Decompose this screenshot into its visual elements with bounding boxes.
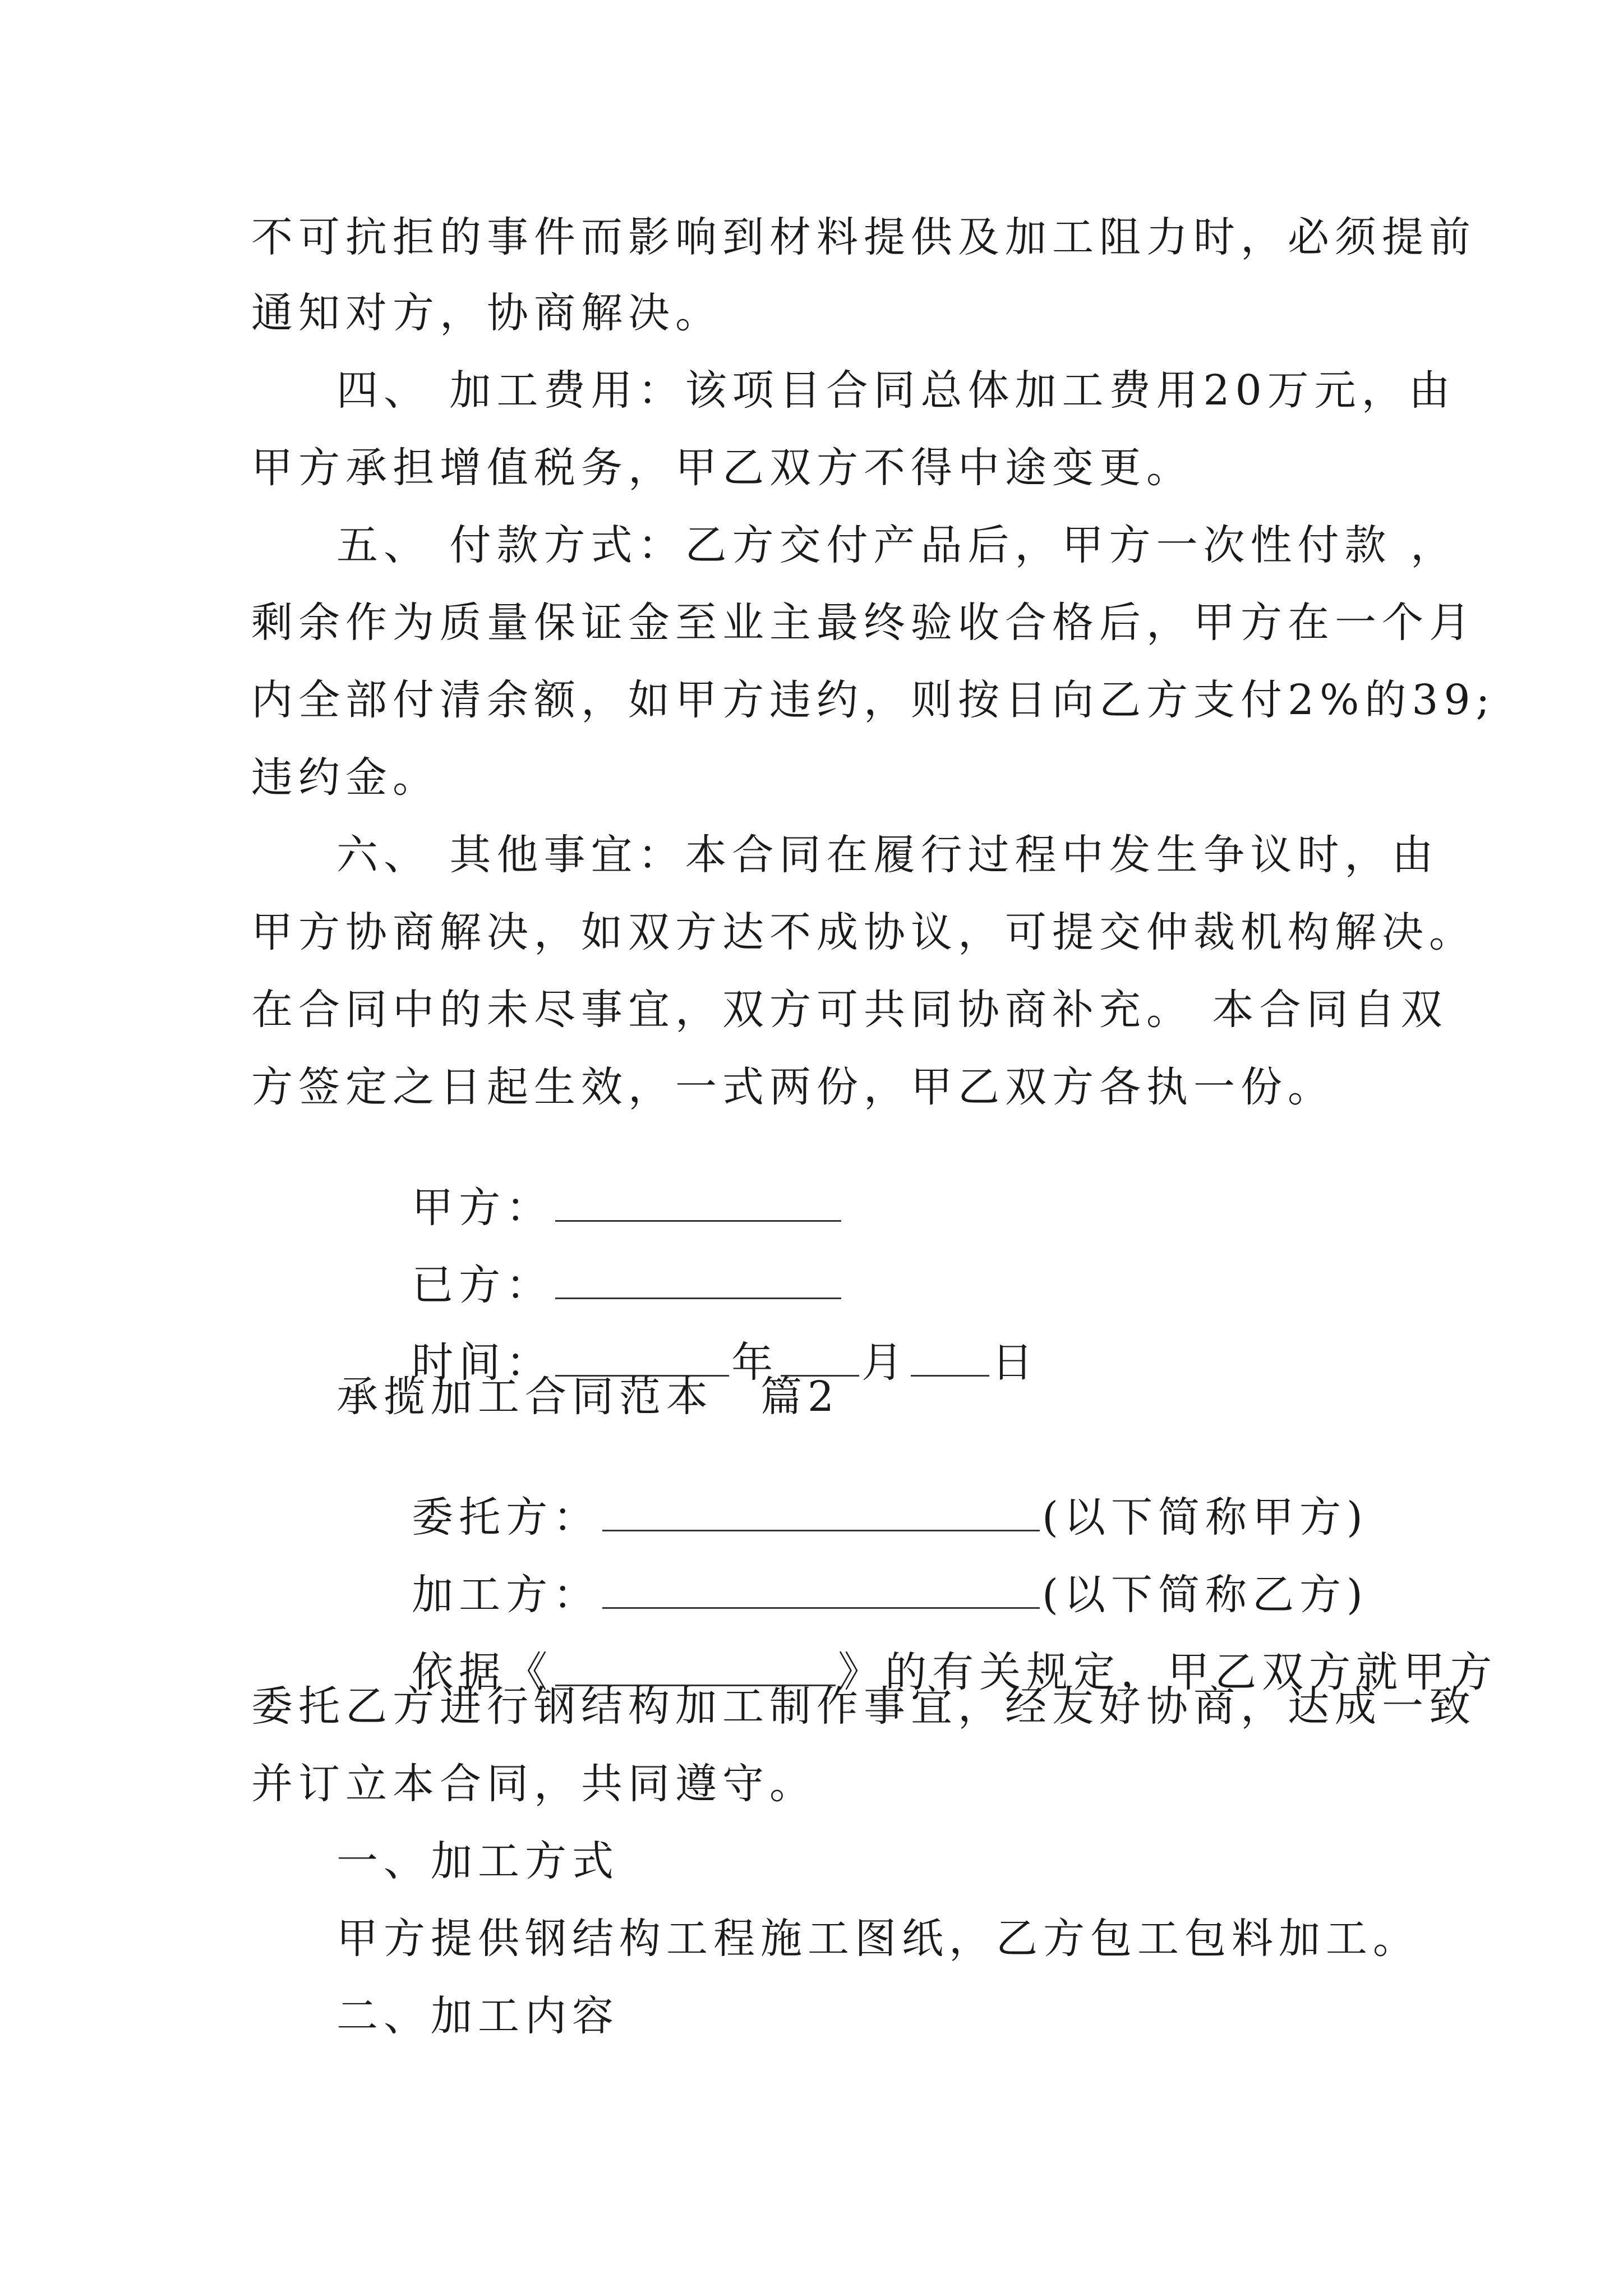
basis-line-2: 委托乙方进行钢结构加工制作事宜，经友好协商，达成一致	[251, 1682, 1476, 1731]
body-line-4: 甲方承担增值税务，甲乙双方不得中途变更。	[251, 444, 1193, 492]
body-line-6: 剩余作为质量保证金至业主最终验收合格后，甲方在一个月	[251, 599, 1476, 647]
body-line-1: 不可抗拒的事件而影响到材料提供及加工阻力时，必须提前	[251, 213, 1476, 261]
processor-suffix: (以下简称乙方)	[1042, 1571, 1368, 1619]
section-2-title: 二、加工内容	[336, 1992, 619, 2040]
section-1-body: 甲方提供钢结构工程施工图纸，乙方包工包料加工。	[336, 1915, 1420, 1963]
section-heading-2: 承揽加工合同范本 篇2	[336, 1373, 840, 1421]
body-line-10: 甲方协商解决，如双方达不成协议，可提交仲裁机构解决。	[251, 908, 1476, 956]
body-line-3: 四、 加工费用：该项目合同总体加工费用20万元，由	[336, 366, 1456, 415]
year-blank[interactable]	[555, 1340, 729, 1377]
month-blank[interactable]	[781, 1340, 859, 1377]
year-label: 年	[731, 1338, 779, 1387]
party-b-blank[interactable]	[555, 1263, 841, 1299]
body-line-11: 在合同中的未尽事宜，双方可共同协商补充。 本合同自双	[251, 986, 1448, 1034]
body-line-7: 内全部付清余额，如甲方违约，则按日向乙方支付2%的39;	[251, 676, 1496, 724]
law-name-blank[interactable]	[555, 1650, 836, 1686]
processor-label: 加工方：	[412, 1571, 601, 1619]
body-line-2: 通知对方，协商解决。	[251, 289, 722, 337]
processor-blank[interactable]	[602, 1572, 1040, 1609]
day-blank[interactable]	[911, 1340, 989, 1377]
basis-suffix: 》的有关规定，甲乙双方就甲方	[838, 1648, 1498, 1696]
body-line-8: 违约金。	[251, 753, 440, 802]
client-suffix: (以下简称甲方)	[1042, 1493, 1368, 1542]
body-line-12: 方签定之日起生效，一式两份，甲乙双方各执一份。	[251, 1063, 1335, 1111]
date-label: 时间：	[412, 1338, 554, 1387]
day-label: 日	[992, 1338, 1039, 1387]
party-a-label: 甲方：	[412, 1184, 554, 1232]
client-blank[interactable]	[602, 1495, 1040, 1531]
body-line-5: 五、 付款方式：乙方交付产品后，甲方一次性付款 ，	[336, 521, 1458, 569]
basis-prefix: 依据《	[412, 1648, 554, 1696]
client-label: 委托方：	[412, 1493, 601, 1542]
party-a-blank[interactable]	[555, 1185, 841, 1222]
section-1-title: 一、加工方式	[336, 1837, 619, 1885]
month-label: 月	[861, 1338, 909, 1387]
body-line-9: 六、 其他事宜：本合同在履行过程中发生争议时，由	[336, 831, 1439, 879]
party-b-label: 已方：	[412, 1261, 554, 1309]
basis-line-3: 并订立本合同，共同遵守。	[251, 1760, 817, 1808]
